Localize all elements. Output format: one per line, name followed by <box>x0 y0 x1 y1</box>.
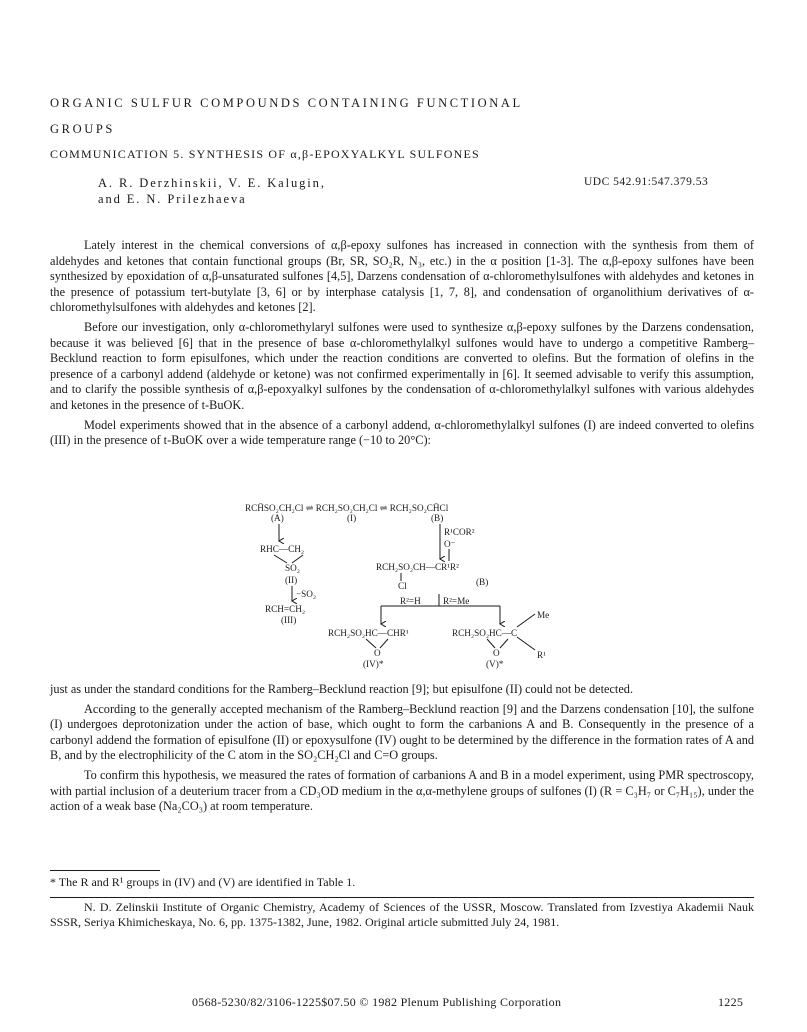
scheme-label-iii: (III) <box>281 615 297 625</box>
scheme-label-i: (I) <box>347 513 357 523</box>
scheme-label-a: (A) <box>271 513 284 523</box>
scheme-label-ii: (II) <box>285 575 298 585</box>
scheme-o-iv: O <box>374 648 381 658</box>
scheme-reagent: R¹COR² <box>444 527 475 537</box>
scheme-branch-h: R²=H <box>400 596 421 606</box>
scheme-epoxide-v: RCH₂SO₂HC—C <box>452 628 518 638</box>
communication-heading: COMMUNICATION 5. SYNTHESIS OF α,β-EPOXYALKYL SULFONES <box>50 147 480 161</box>
title-line-1: ORGANIC SULFUR COMPOUNDS CONTAINING FUNCTIONAL <box>50 96 523 110</box>
footnote: * The R and R¹ groups in (IV) and (V) are identified in Table 1. <box>50 875 356 889</box>
scheme-me: Me <box>537 610 550 620</box>
scheme-label-iv: (IV)* <box>363 659 384 669</box>
udc-code: UDC 542.91:547.379.53 <box>584 176 709 188</box>
authors-line-1: A. R. Derzhinskii, V. E. Kalugin, <box>98 176 326 190</box>
paragraph-2: Before our investigation, only α-chloromethylaryl sulfones were used to synthesize α,β-epoxy sulfones by the Darzens condensation, because it was believed [6] that in the presence of base α-chloromethylalkyl sulfones would have to undergo a competitive Ramberg–Becklund reaction to form episulfones, which under the reaction conditions are converted to olefins. But the formation of olefins in the presence of a carbonyl addend (aldehyde or ketone) was not confirmed experimentally in [6]. It seemed advisable to verify this assumption, and to clarify the possible synthesis of α,β-epoxyalkyl sulfones by the condensation of α-chloromethylalkyl sulfones with various aldehydes and ketones in the presence of t-BuOK. <box>50 319 754 412</box>
title-line-2: GROUPS <box>50 122 115 136</box>
paragraph-6: To confirm this hypothesis, we measured the rates of formation of carbanions A and B in a model experiment, using PMR spectroscopy, with partial inclusion of a deuterium tracer from a CD₃OD medium in the α,α-methylene groups of sulfones (I) (R = C₃H₇ or C₇H₁₅), under the action of a weak base (Na₂CO₃) at room temperature. <box>50 767 754 814</box>
page-number: 1225 <box>718 995 744 1009</box>
scheme-label-b: (B) <box>431 513 444 523</box>
scheme-so2: SO₂ <box>285 563 300 573</box>
scheme-olefin: RCH=CH₂ <box>265 604 306 614</box>
scheme-equilibrium: RCH̄SO₂CH₂Cl ⇌ RCH₂SO₂CH₂Cl ⇌ RCH₂SO₂CH̄Cl <box>245 503 449 513</box>
scheme-epoxide-iv: RCH₂SO₂HC—CHR¹ <box>328 628 409 638</box>
affiliation-rule <box>50 897 754 898</box>
scheme-o-v: O <box>493 648 500 658</box>
body-text-bottom <box>50 682 754 815</box>
scheme-alkoxide: RCH₂SO₂CH—CR¹R² <box>376 562 459 572</box>
paragraph-4: just as under the standard conditions for the Ramberg–Becklund reaction [9]; but episulfone (II) could not be detected. <box>50 682 634 696</box>
scheme-label-b2: (B) <box>476 577 489 587</box>
affiliation: N. D. Zelinskii Institute of Organic Chemistry, Academy of Sciences of the USSR, Moscow. Translated from Izvestiya Akademii Nauk SSSR, Seriya Khimicheskaya, No. 6, pp. 1375-1382, June, 1982. Original article submitted July 24, 1981. <box>50 900 754 929</box>
paragraph-5: According to the generally accepted mechanism of the Ramberg–Becklund reaction [9] and the Darzens condensation [10], the sulfone (I) undergoes deprotonization under the action of base, which ought to form the carbanions A and B. Consequently in the presence of a carbonyl addend the formation of episulfone (II) or epoxysulfone (IV) ought to be determined by the difference in the formation rates of A and B, and by the electrophilicity of the C atom in the SO₂CH₂Cl and C=O groups. <box>50 701 754 763</box>
paragraph-3: Model experiments showed that in the absence of a carbonyl addend, α-chloromethylalkyl sulfones (I) are indeed converted to olefins (III) in the presence of t-BuOK over a wide temperature range (−10 to 20°C): <box>50 417 754 448</box>
footnote-rule <box>50 870 160 871</box>
scheme-o-minus: O⁻ <box>444 539 456 549</box>
scheme-branch-me: R²=Me <box>443 596 470 606</box>
scheme-cl: Cl <box>398 581 407 591</box>
scheme-label-v: (V)* <box>486 659 504 669</box>
paragraph-1: Lately interest in the chemical conversions of α,β-epoxy sulfones has increased in connection with the synthesis from them of aldehydes and ketones that contain functional groups (Br, SR, SO₂R, N₃, etc.) in the α position [1-3]. The α,β-epoxy sulfones have been synthesized by epoxidation of α,β-unsaturated sulfones [4,5], Darzens condensation of α-chloromethylsulfones with aldehydes and ketones in the presence of potassium tert-butylate [3, 6] or by interphase catalysis [1, 7, 8], and condensation of organolithium derivatives of α-chloromethylsulfones with aldehydes and ketones [2]. <box>50 238 754 315</box>
copyright-line: 0568-5230/82/3106-1225$07.50 © 1982 Plenum Publishing Corporation <box>192 995 562 1009</box>
scheme-minus-so2: −SO₂ <box>296 589 317 599</box>
authors-line-2: and E. N. Prilezhaeva <box>98 192 247 206</box>
scheme-episulfone: RHC—CH₂ <box>260 544 305 554</box>
scheme-r1: R¹ <box>537 650 546 660</box>
